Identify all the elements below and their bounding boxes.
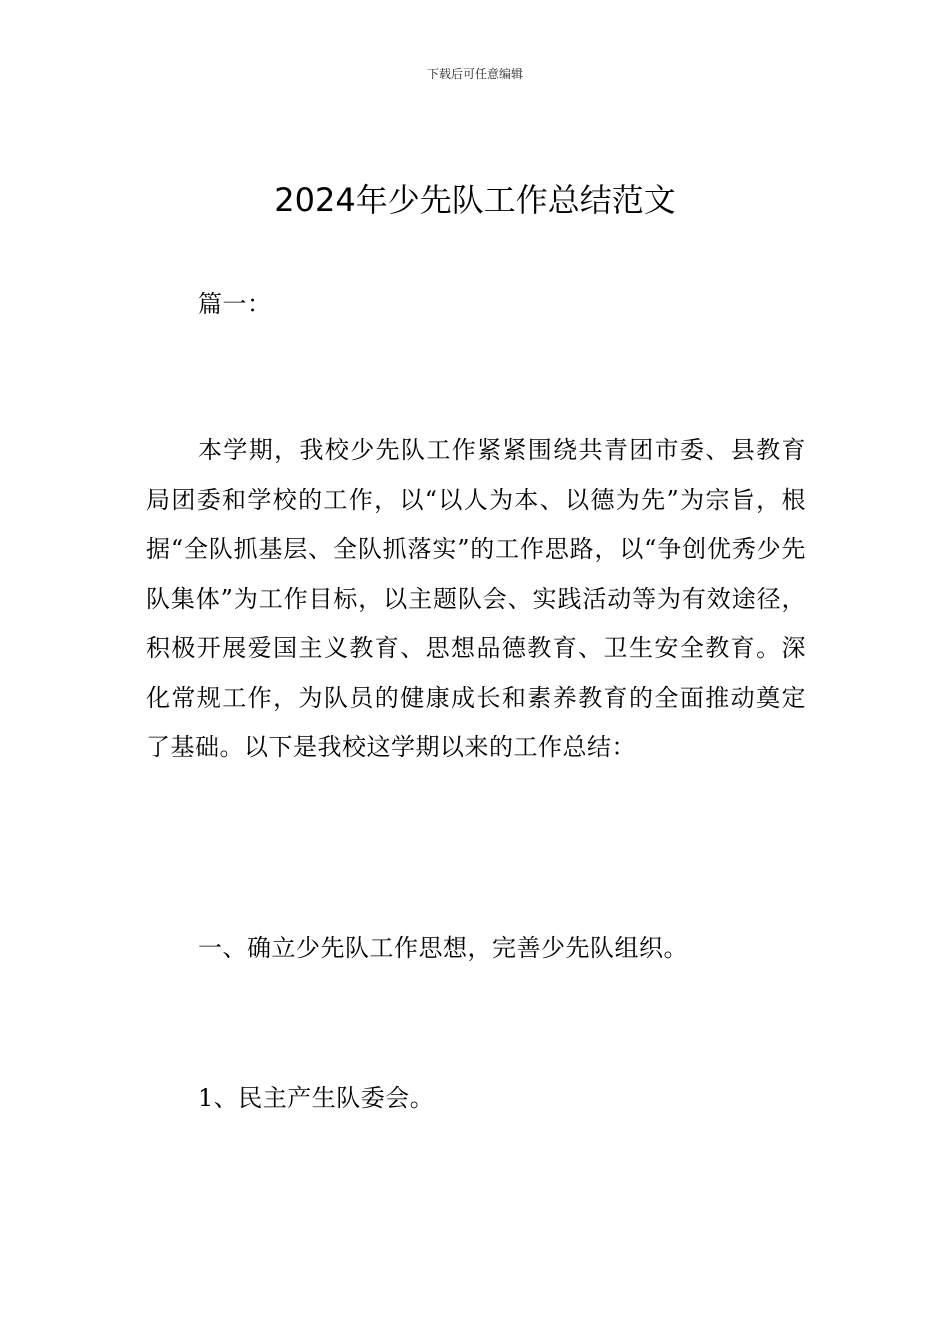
header-note: 下载后可任意编辑	[426, 67, 523, 81]
list-item: 1、民主产生队委会。	[198, 1084, 435, 1112]
body-paragraph: 本学期，我校少先队工作紧紧围绕共青团市委、县教育局团委和学校的工作，以“以人为本、以德为先”为宗旨，根据“全队抓基层、全队抓落实”的工作思路，以“争创优秀少先队集体”为工作目标，以主题队会、实践活动等为有效途径，积极开展爱国主义教育、思想品德教育、卫生安全教育。深化常规工作，为队员的健康成长和素养教育的全面推动奠定了基础。以下是我校这学期以来的工作总结：	[146, 436, 806, 761]
section-label: 篇一：	[198, 290, 272, 318]
section-heading: 一、确立少先队工作思想，完善少先队组织。	[198, 934, 688, 962]
document-title: 2024年少先队工作总结范文	[274, 181, 676, 219]
